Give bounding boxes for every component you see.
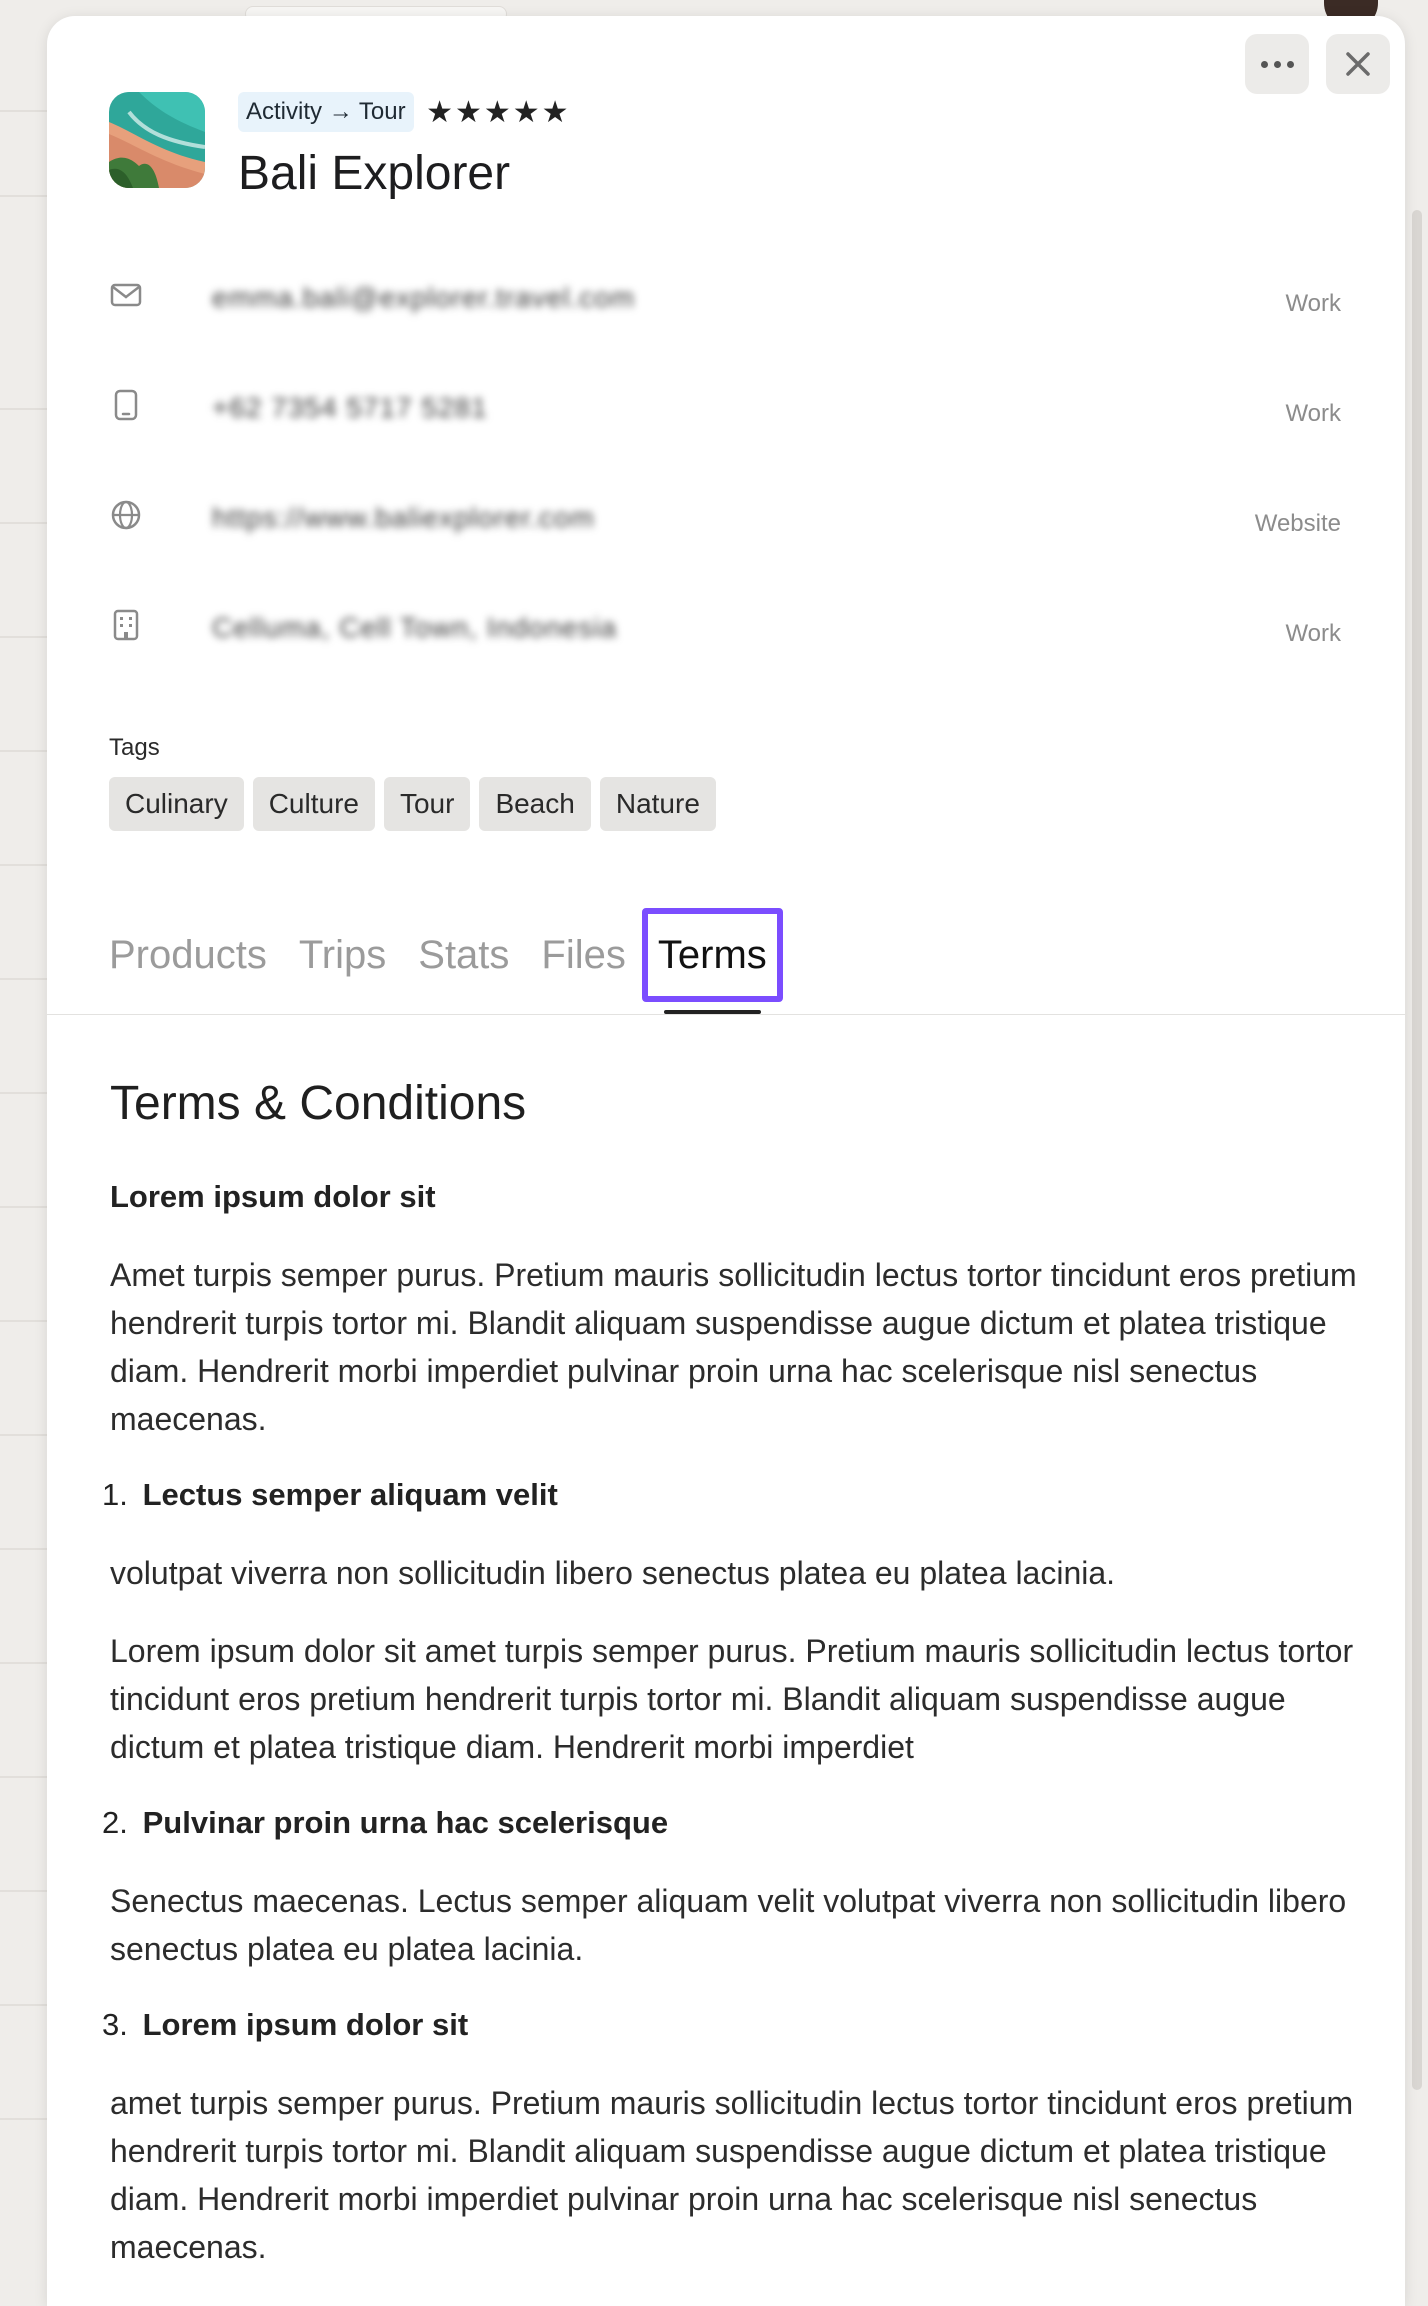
tag-beach[interactable]: Beach bbox=[479, 777, 590, 831]
tab-products[interactable] bbox=[109, 908, 283, 1002]
tags-label: Tags bbox=[109, 734, 160, 761]
terms-paragraph: volutpat viverra non sollicitudin libero senectus platea eu platea lacinia. bbox=[110, 1555, 1116, 1591]
contact-value[interactable]: https://www.baliexplorer.com bbox=[212, 502, 595, 533]
detail-panel bbox=[47, 16, 1405, 2306]
tab-files[interactable] bbox=[525, 908, 641, 1002]
tag-tour[interactable]: Tour bbox=[384, 777, 470, 831]
tag-culture[interactable]: Culture bbox=[253, 777, 375, 831]
item-number: 3. bbox=[102, 2007, 128, 2042]
item-number: 2. bbox=[102, 1805, 128, 1840]
tab-label: Products bbox=[109, 933, 267, 977]
terms-paragraph: Lorem ipsum dolor sit amet turpis semper purus. Pretium mauris sollicitudin lectus tortor tincidunt eros pretium hendrerit turpis tortor mi. Blandit aliquam suspendisse augue dictum et platea tristique diam. Hendrerit morbi imperdiet bbox=[110, 1633, 1354, 1765]
tab-label: Files bbox=[541, 933, 626, 977]
tab-bar bbox=[109, 908, 783, 1002]
title-area bbox=[238, 92, 838, 201]
tab-trips[interactable] bbox=[283, 908, 402, 1002]
beach-thumbnail-icon bbox=[109, 92, 205, 188]
page-title: Bali Explorer bbox=[238, 147, 511, 200]
selection-highlight bbox=[642, 908, 783, 1002]
tab-label: Stats bbox=[418, 933, 510, 977]
tag-culinary[interactable]: Culinary bbox=[109, 777, 244, 831]
terms-paragraph: Senectus maecenas. Lectus semper aliquam velit volutpat viverra non sollicitudin libero senectus platea eu platea lacinia. bbox=[110, 1883, 1347, 1967]
badge-activity: Activity bbox=[246, 98, 323, 125]
badge-tour: Tour bbox=[358, 98, 406, 125]
terms-item-heading bbox=[102, 2007, 1360, 2043]
terms-paragraph: amet turpis semper purus. Pretium mauris sollicitudin lectus tortor tincidunt eros pretium hendrerit turpis tortor mi. Blandit aliquam suspendisse augue dictum et platea tristique diam. Hendrerit morbi imperdiet pulvinar proin urna hac scelerisque nisl senectus maecenas. bbox=[110, 2085, 1354, 2265]
contact-label: Work bbox=[1285, 290, 1341, 317]
contact-value[interactable]: +62 7354 5717 5281 bbox=[212, 392, 488, 423]
terms-paragraph: Amet turpis semper purus. Pretium mauris sollicitudin lectus tortor tincidunt eros pretium hendrerit turpis tortor mi. Blandit aliquam suspendisse augue dictum et platea tristique diam. Hendrerit morbi imperdiet pulvinar proin urna hac scelerisque nisl senectus maecenas. bbox=[110, 1257, 1357, 1437]
contact-row-website[interactable] bbox=[109, 480, 1341, 590]
contact-value[interactable]: emma.bali@explorer.travel.com bbox=[212, 282, 636, 313]
tab-label: Trips bbox=[298, 933, 387, 977]
contact-label: Website bbox=[1254, 510, 1341, 537]
item-heading: Lectus semper aliquam velit bbox=[142, 1477, 558, 1512]
contact-list bbox=[109, 260, 1341, 700]
terms-content bbox=[102, 1076, 1360, 2271]
tabs-divider bbox=[47, 1014, 1405, 1015]
type-badge bbox=[238, 92, 414, 132]
contact-row-address[interactable] bbox=[109, 590, 1341, 700]
contact-label: Work bbox=[1285, 400, 1341, 427]
tab-stats[interactable] bbox=[402, 908, 525, 1002]
phone-icon bbox=[109, 388, 143, 422]
contact-row-phone[interactable] bbox=[109, 370, 1341, 480]
more-options-button[interactable] bbox=[1245, 34, 1309, 94]
terms-item-heading bbox=[102, 1477, 1360, 1513]
globe-icon bbox=[109, 498, 143, 532]
more-dots-icon bbox=[1261, 61, 1294, 68]
tag-list bbox=[109, 777, 716, 831]
item-number: 1. bbox=[102, 1477, 128, 1512]
item-heading: Lorem ipsum dolor sit bbox=[142, 2007, 469, 2042]
item-heading: Pulvinar proin urna hac scelerisque bbox=[142, 1805, 669, 1840]
close-button[interactable] bbox=[1326, 34, 1390, 94]
tag-nature[interactable]: Nature bbox=[600, 777, 716, 831]
terms-item-heading bbox=[102, 1805, 1360, 1841]
rating-stars: ★★★★★ bbox=[426, 95, 571, 129]
tab-label: Terms bbox=[657, 933, 767, 977]
building-icon bbox=[109, 608, 143, 642]
terms-title: Terms & Conditions bbox=[110, 1077, 527, 1130]
tab-terms[interactable] bbox=[642, 908, 783, 1002]
close-icon bbox=[1345, 51, 1371, 77]
arrow-right-icon: → bbox=[328, 98, 353, 125]
contact-value[interactable]: Celluma, Cell Town, Indonesia bbox=[212, 612, 618, 643]
contact-label: Work bbox=[1285, 620, 1341, 647]
contact-row-email[interactable] bbox=[109, 260, 1341, 370]
terms-subtitle: Lorem ipsum dolor sit bbox=[110, 1179, 436, 1214]
background-scrollbar bbox=[1412, 210, 1422, 2090]
mail-icon bbox=[109, 278, 143, 312]
